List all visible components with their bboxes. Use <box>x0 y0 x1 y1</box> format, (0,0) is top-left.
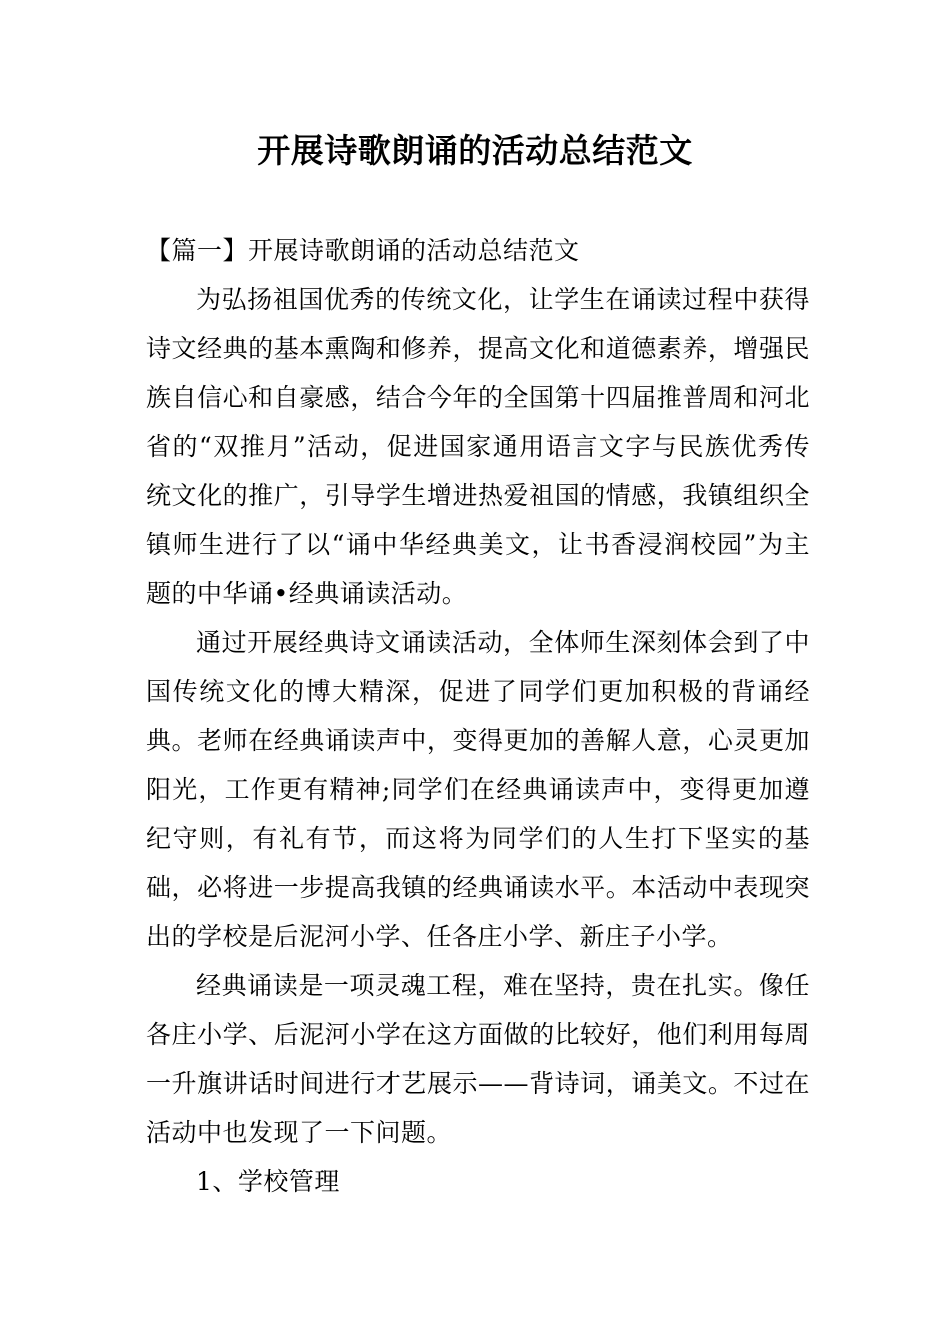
document-title: 开展诗歌朗诵的活动总结范文 <box>257 131 693 170</box>
paragraph-2: 通过开展经典诗文诵读活动，全体师生深刻体会到了中国传统文化的博大精深，促进了同学们更加积极的背诵经典。老师在经典诵读声中，变得更加的善解人意，心灵更加阳光，工作更有精神;同学们在经典诵读声中，变得更加遵纪守则，有礼有节，而这将为同学们的人生打下坚实的基础，必将进一步提高我镇的经典诵读水平。本活动中表现突出的学校是后泥河小学、任各庄小学、新庄子小学。 <box>146 628 810 951</box>
list-item-school-management: 1、学校管理 <box>196 1167 340 1196</box>
document-body <box>146 226 810 1206</box>
paragraph-3: 经典诵读是一项灵魂工程，难在坚持，贵在扎实。像任各庄小学、后泥河小学在这方面做的比较好，他们利用每周一升旗讲话时间进行才艺展示——背诗词，诵美文。不过在活动中也发现了一下问题。 <box>146 971 810 1147</box>
paragraph-1: 为弘扬祖国优秀的传统文化，让学生在诵读过程中获得诗文经典的基本熏陶和修养，提高文化和道德素养，增强民族自信心和自豪感，结合今年的全国第十四届推普周和河北省的“双推月”活动，促进国家通用语言文字与民族优秀传统文化的推广，引导学生增进热爱祖国的情感，我镇组织全镇师生进行了以“诵中华经典美文，让书香浸润校园”为主题的中华诵•经典诵读活动。 <box>146 285 810 608</box>
section-heading: 【篇一】开展诗歌朗诵的活动总结范文 <box>146 236 580 265</box>
